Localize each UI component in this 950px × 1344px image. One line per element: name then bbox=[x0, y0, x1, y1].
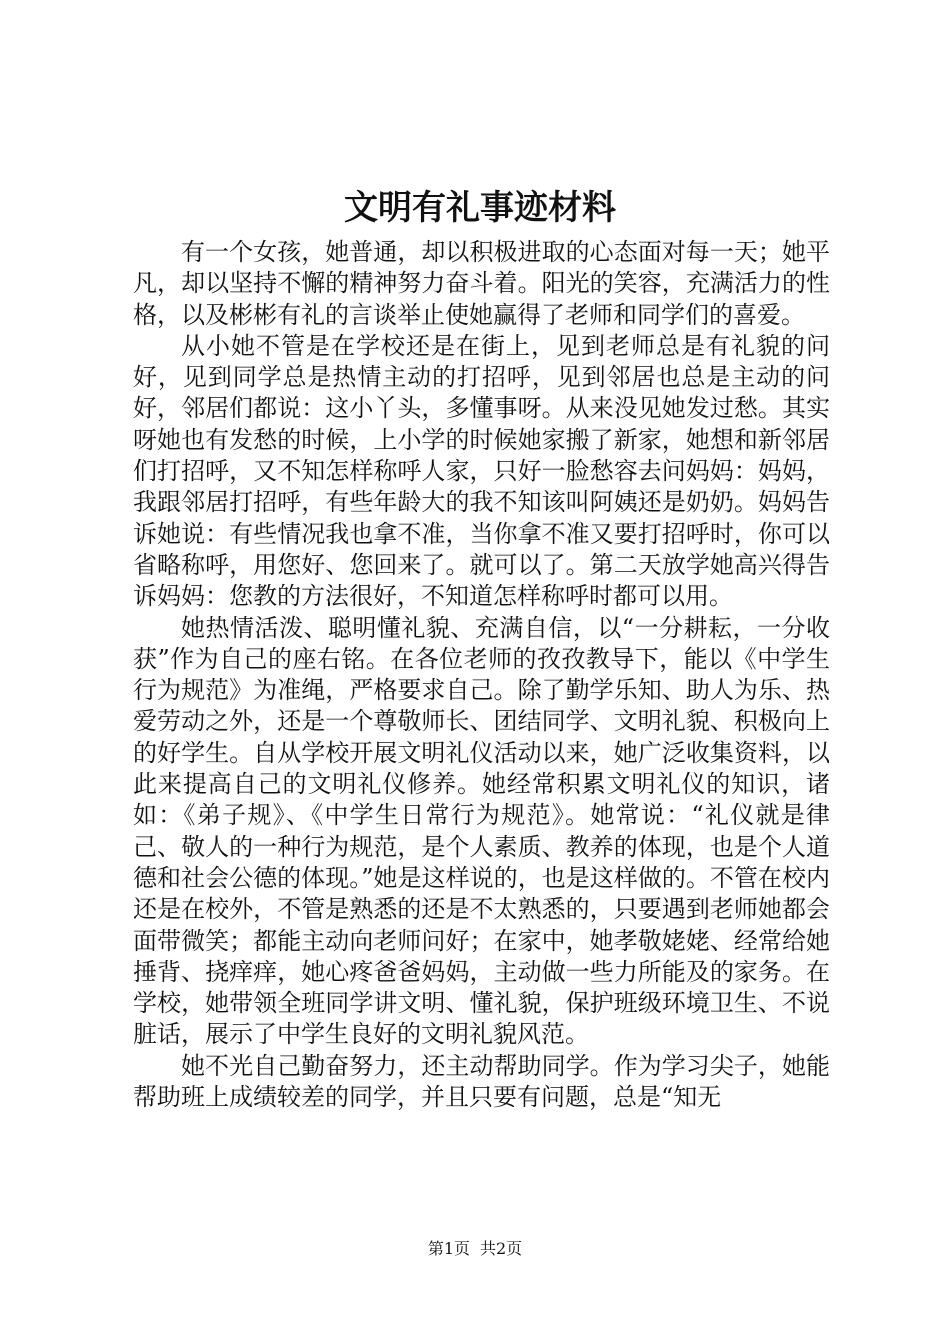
page-footer bbox=[0, 1238, 950, 1260]
paragraph: 从小她不管是在学校还是在街上，见到老师总是有礼貌的问好，见到同学总是热情主动的打招呼，见到邻居也总是主动的问好，邻居们都说：这小丫头，多懂事呀。从来没见她发过愁。其实呀她也有发愁的时候，上小学的时候她家搬了新家，她想和新邻居们打招呼，又不知怎样称呼人家，只好一脸愁容去问妈妈：妈妈，我跟邻居打招呼，有些年龄大的我不知该叫阿姨还是奶奶。妈妈告诉她说：有些情况我也拿不准，当你拿不准又要打招呼时，你可以省略称呼，用您好、您回来了。就可以了。第二天放学她高兴得告诉妈妈：您教的方法很好，不知道怎样称呼时都可以用。 bbox=[133, 331, 830, 611]
document-body bbox=[133, 237, 830, 1113]
page-number: 第1页 bbox=[427, 1239, 470, 1258]
document-title: 文明有礼事迹材料 bbox=[344, 188, 616, 228]
paragraph: 有一个女孩，她普通，却以积极进取的心态面对每一天；她平凡，却以坚持不懈的精神努力奋斗着。阳光的笑容，充满活力的性格，以及彬彬有礼的言谈举止使她赢得了老师和同学们的喜爱。 bbox=[133, 238, 830, 329]
paragraph: 她不光自己勤奋努力，还主动帮助同学。作为学习尖子，她能帮助班上成绩较差的同学，并且只要有问题，总是“知无 bbox=[133, 1051, 830, 1112]
page-total: 共2页 bbox=[480, 1239, 523, 1258]
paragraph: 她热情活泼、聪明懂礼貌、充满自信，以“一分耕耘，一分收获”作为自己的座右铭。在各位老师的孜孜教导下，能以《中学生行为规范》为准绳，严格要求自己。除了勤学乐知、助人为乐、热爱劳动之外，还是一个尊敬师长、团结同学、文明礼貌、积极向上的好学生。自从学校开展文明礼仪活动以来，她广泛收集资料，以此来提高自己的文明礼仪修养。她经常积累文明礼仪的知识，诸如：《弟子规》、《中学生日常行为规范》。她常说：“礼仪就是律己、敬人的一种行为规范，是个人素质、教养的体现，也是个人道德和社会公德的体现。”她是这样说的，也是这样做的。不管在校内还是在校外，不管是熟悉的还是不太熟悉的，只要遇到老师她都会面带微笑；都能主动向老师问好；在家中，她孝敬姥姥、经常给她捶背、挠痒痒，她心疼爸爸妈妈，主动做一些力所能及的家务。在学校，她带领全班同学讲文明、懂礼貌，保护班级环境卫生、不说脏话，展示了中学生良好的文明礼貌风范。 bbox=[133, 613, 830, 1049]
